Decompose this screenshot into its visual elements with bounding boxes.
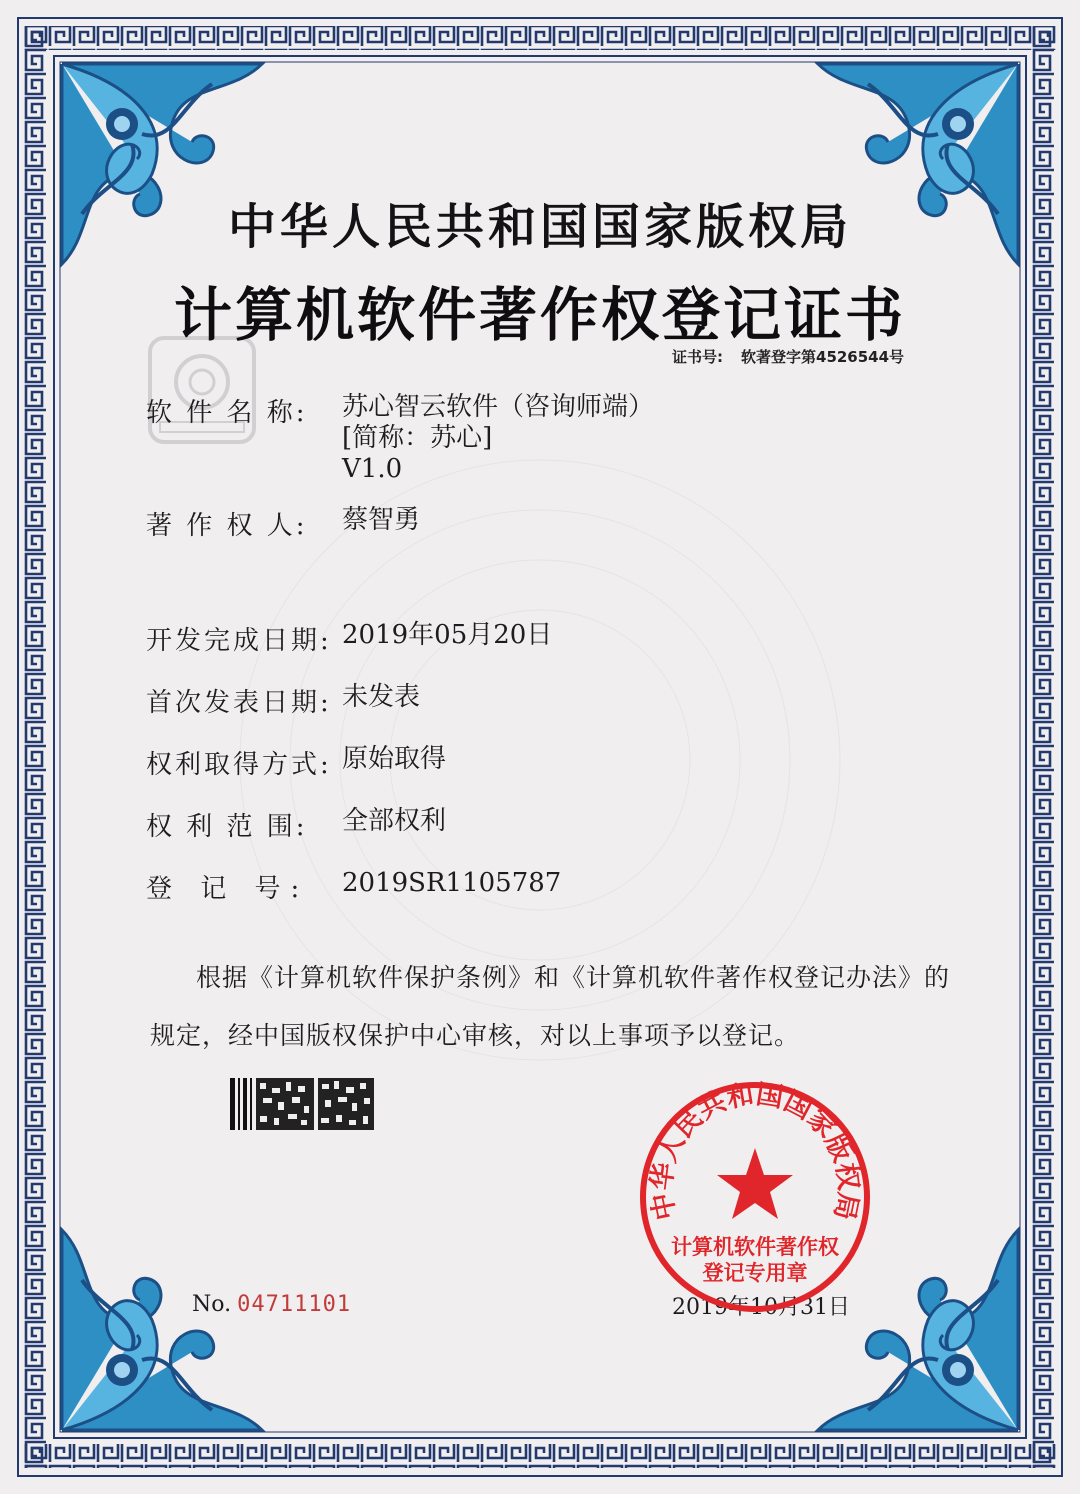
field-rights-scope [146, 806, 446, 843]
field-registration-number [146, 868, 561, 905]
certificate-title: 计算机软件著作权登记证书 [173, 281, 906, 349]
certificate-number-value: 软著登字第4526544号 [741, 348, 905, 366]
body-text-line: 根据《计算机软件保护条例》和《计算机软件著作权登记办法》的 [196, 963, 951, 992]
field-label: 登 记 号: [146, 874, 310, 904]
field-value: 2019SR1105787 [342, 868, 562, 898]
field-acquisition-method [146, 744, 446, 781]
software-name-line: [简称：苏心] [342, 423, 493, 453]
field-label: 权 利 范 围: [146, 812, 308, 842]
barcode-icon [230, 1078, 380, 1130]
field-value: 全部权利 [342, 806, 447, 836]
issuing-authority: 中华人民共和国国家版权局 [227, 199, 852, 255]
field-first-publish-date [146, 682, 420, 719]
serial-value: 04711101 [237, 1292, 352, 1317]
field-label: 软 件 名 称: [146, 398, 308, 428]
certificate-number [672, 346, 904, 367]
field-software-name [146, 392, 654, 485]
official-seal-icon [636, 1078, 874, 1316]
software-name-line: 苏心智云软件（咨询师端） [342, 392, 655, 422]
serial-number [192, 1292, 351, 1317]
seal-inner-text: 计算机软件著作权 [671, 1235, 839, 1259]
field-label: 权利取得方式: [146, 750, 332, 780]
seal-inner-text: 登记专用章 [702, 1261, 808, 1285]
software-version: V1.0 [342, 454, 403, 484]
field-completion-date [146, 620, 552, 657]
field-label: 开发完成日期: [146, 626, 332, 656]
seal-outer-text: 中华人民共和国国家版权局 [646, 1078, 864, 1223]
field-label: 著 作 权 人: [146, 511, 308, 541]
issue-date: 2019年10月31日 [672, 1295, 850, 1320]
certificate-number-label: 证书号: [672, 348, 723, 366]
serial-prefix: No. [192, 1292, 232, 1317]
body-text-line: 规定，经中国版权保护中心审核，对以上事项予以登记。 [150, 1021, 801, 1050]
field-value: 蔡智勇 [342, 505, 421, 535]
field-value: 2019年05月20日 [342, 620, 553, 650]
field-value: 原始取得 [342, 744, 447, 774]
field-value: 未发表 [342, 682, 421, 712]
software-name-value [342, 392, 654, 485]
field-copyright-owner [146, 505, 420, 542]
field-label: 首次发表日期: [146, 688, 332, 718]
